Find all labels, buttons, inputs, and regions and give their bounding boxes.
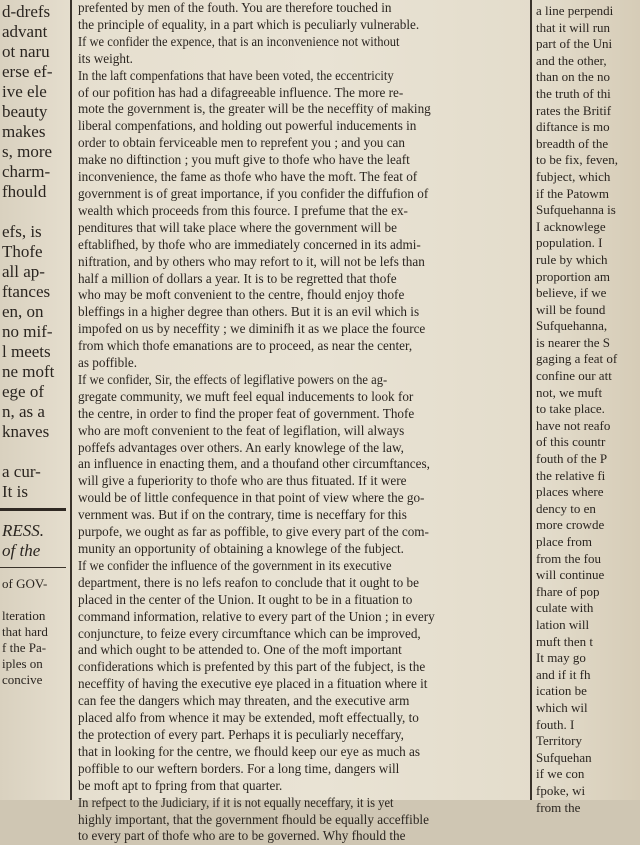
- text-line: highly important, that the government fhould be equally acceffible: [78, 811, 429, 827]
- text-line: [0, 442, 66, 462]
- text-line: lation will: [536, 616, 590, 632]
- text-line: fhould: [2, 182, 47, 201]
- text-line: It may go: [536, 650, 586, 666]
- text-line: niftration, and by others who may refort to it, will not be lefs than: [78, 253, 425, 269]
- text-line: beauty: [2, 102, 48, 121]
- text-line: to take place.: [536, 401, 605, 417]
- text-line: diftance is mo: [536, 119, 610, 135]
- left-column-top-text: [0, 0, 66, 502]
- text-line: will be found: [536, 301, 606, 317]
- text-line: rule by which: [536, 251, 608, 267]
- text-line: inconvenience, the fame as thofe who have the moft. The feat of: [78, 169, 418, 185]
- text-line: that it will run: [536, 19, 611, 35]
- text-line: ege of: [2, 382, 45, 401]
- text-line: placed in the center of the Union. It ought to be in a fituation to: [78, 591, 413, 607]
- text-line: iples on: [2, 656, 43, 671]
- text-line: that hard: [2, 624, 48, 639]
- main-article-column: [78, 0, 530, 845]
- text-line: neceffity of having the executive eye placed in a fituation where it: [78, 676, 428, 692]
- text-line: of our pofition has had a difagreeable influence. The more re-: [78, 84, 404, 100]
- text-line: population. I: [536, 235, 603, 251]
- text-line: gaging a feat of: [536, 351, 618, 367]
- text-line: more crowde: [536, 517, 605, 533]
- text-line: breadth of the: [536, 135, 609, 151]
- text-line: the protection of every part. Perhaps it is peculiarly neceffary,: [78, 726, 404, 742]
- text-line: erse ef-: [2, 62, 53, 81]
- text-line: from the: [536, 799, 581, 815]
- text-line: wealth which proceeds from this fource. I prefume that the ex-: [78, 202, 408, 218]
- text-line: from which thofe emanations are to proceed, as near the center,: [78, 338, 413, 354]
- text-line: dency to en: [536, 500, 596, 516]
- text-line: placed alfo from whence it may be extended, moft effectually, to: [78, 710, 419, 726]
- text-line: places where: [536, 484, 604, 500]
- text-line: believe, if we: [536, 285, 607, 301]
- text-line: vernment was. But if on the contrary, time is neceffary for this: [78, 507, 407, 523]
- text-line: knaves: [2, 422, 50, 441]
- text-line: that in looking for the centre, we fhould keep our eye as much as: [78, 743, 421, 759]
- text-line: will continue: [536, 567, 605, 583]
- text-line: fpoke, wi: [536, 782, 586, 798]
- text-line: of GOV-: [2, 576, 48, 591]
- text-line: be moft apt to fpring from that quarter.: [78, 777, 283, 793]
- paragraph-first-line: If we confider, Sir, the effects of legiflative powers on the ag-: [78, 371, 388, 387]
- text-line: ication be: [536, 683, 587, 699]
- text-line: half a million of dollars a year. It is to be regretted that thofe: [78, 270, 397, 286]
- text-line: conjuncture, to feize every circumftance which can be improved,: [78, 625, 421, 641]
- text-line: n, as a: [2, 402, 45, 421]
- text-line: order to obtain ferviceable men to reprefent you ; and you can: [78, 135, 405, 151]
- text-line: not, we muft: [536, 384, 603, 400]
- text-line: RESS.: [2, 521, 45, 540]
- text-line: the relative fi: [536, 467, 606, 483]
- text-line: and which ought to be attended to. One of the moft important: [78, 642, 402, 658]
- paragraph-first-line: In the laft compenfations that have been voted, the eccentricity: [78, 67, 394, 83]
- article-body: [78, 0, 530, 845]
- text-line: rates the Britif: [536, 102, 612, 118]
- text-line: the centre, in order to find the proper feat of government. Thofe: [78, 405, 415, 421]
- text-line: to be fix, feven,: [536, 152, 618, 168]
- column-rule: [70, 0, 72, 800]
- text-line: fouth of the P: [536, 451, 608, 467]
- text-line: will give a fuperiority to thofe who are thus fituated. If it were: [78, 473, 407, 489]
- paragraph-first-line: If we confider the influence of the government in its executive: [78, 557, 392, 573]
- text-line: eftablifhed, by thofe who are immediately concerned in its admi-: [78, 236, 421, 252]
- text-line: who are moft convenient to the feat of legiflation, will always: [78, 422, 405, 438]
- text-line: ive ele: [2, 82, 47, 101]
- text-line: as poffible.: [78, 355, 138, 371]
- text-line: make no diftinction ; you muft give to thofe who have the leaft: [78, 152, 410, 168]
- text-line: Sufquehan: [536, 749, 592, 765]
- left-column-lower-text: [0, 576, 66, 688]
- text-line: penditures that will take place where the government will be: [78, 219, 397, 235]
- text-line: the principle of equality, in a part which is peculiarly vulnerable.: [78, 16, 420, 32]
- text-line: bleffings in a higher degree than others. But it is an evil which is: [78, 304, 420, 320]
- right-column-text: [532, 0, 640, 816]
- text-line: confiderations which is prefented by this part of the fubject, is the: [78, 659, 426, 675]
- text-line: department, there is no lefs reafon to conclude that it ought to be: [78, 574, 419, 590]
- text-line: an influence in enacting them, and a thoufand other circumftances,: [78, 456, 430, 472]
- text-line: Thofe: [2, 242, 43, 261]
- text-line: advant: [2, 22, 48, 41]
- text-line: no mif-: [2, 322, 53, 341]
- text-line: purpofe, we ought as far as poffible, to give every part of the com-: [78, 524, 429, 540]
- text-line: fouth. I: [536, 716, 575, 732]
- text-line: of the: [2, 541, 41, 560]
- right-column: [532, 0, 640, 816]
- text-line: charm-: [2, 162, 51, 181]
- text-line: fubject, which: [536, 168, 611, 184]
- text-line: It is: [2, 482, 28, 501]
- text-line: muft then t: [536, 633, 594, 649]
- text-line: gregate community, we muft feel equal inducements to look for: [78, 388, 414, 404]
- text-line: to every part of thofe who are to be governed. Why fhould the: [78, 828, 406, 844]
- text-line: can fee the dangers which may threaten, and the executive arm: [78, 693, 410, 709]
- paragraph-first-line: In refpect to the Judiciary, if it is not equally neceffary, it is yet: [78, 794, 394, 810]
- text-line: impofed on us by neceffity ; we diminifh it as we place the fource: [78, 321, 426, 337]
- text-line: confine our att: [536, 368, 612, 384]
- section-divider: [0, 567, 66, 568]
- text-line: [0, 202, 66, 222]
- text-line: culate with: [536, 600, 594, 616]
- text-line: ot naru: [2, 42, 50, 61]
- text-line: government is of great importance, if you confider the diffufion of: [78, 185, 429, 201]
- text-line: I acknowlege: [536, 218, 606, 234]
- text-line: and if it fh: [536, 666, 591, 682]
- text-line: mote the government is, the greater will be the neceffity of making: [78, 101, 431, 117]
- section-divider: [0, 508, 66, 511]
- text-line: proportion am: [536, 268, 611, 284]
- text-line: a cur-: [2, 462, 41, 481]
- text-line: efs, is: [2, 222, 42, 241]
- text-line: [0, 592, 66, 608]
- text-line: en, on: [2, 302, 44, 321]
- text-line: would be of little confequence in that point of view where the go-: [78, 490, 425, 506]
- left-column: [0, 0, 66, 688]
- text-line: Territory: [536, 733, 583, 749]
- text-line: and the other,: [536, 52, 607, 68]
- text-line: part of the Uni: [536, 36, 613, 52]
- text-line: concive: [2, 672, 43, 687]
- text-line: Sufquehanna is: [536, 202, 616, 218]
- text-line: makes: [2, 122, 46, 141]
- text-line: ne moft: [2, 362, 55, 381]
- text-line: who may be moft convenient to the centre, fhould enjoy thofe: [78, 287, 405, 303]
- text-line: Sufquehanna,: [536, 318, 608, 334]
- text-line: of this countr: [536, 434, 606, 450]
- text-line: ftances: [2, 282, 51, 301]
- text-line: command information, relative to every part of the Union ; in every: [78, 608, 435, 624]
- text-line: the truth of thi: [536, 85, 611, 101]
- text-line: all ap-: [2, 262, 45, 281]
- text-line: liberal compenfations, and holding out powerful inducements in: [78, 118, 417, 134]
- text-line: munity an opportunity of obtaining a knowlege of the fubject.: [78, 541, 404, 556]
- text-line: than on the no: [536, 69, 611, 85]
- text-line: its weight.: [78, 50, 133, 66]
- text-line: from the fou: [536, 550, 601, 566]
- text-line: f the Pa-: [2, 640, 47, 655]
- text-line: if we con: [536, 766, 585, 782]
- text-line: lteration: [2, 608, 46, 623]
- text-line: have not reafo: [536, 417, 611, 433]
- text-line: fhare of pop: [536, 583, 600, 599]
- text-line: poffefs advantages over others. An early knowlege of the law,: [78, 439, 404, 455]
- text-line: which wil: [536, 699, 588, 715]
- left-column-heading: [0, 521, 66, 561]
- text-line: place from: [536, 534, 592, 549]
- paragraph-first-line: If we confider the expence, that is an inconvenience not without: [78, 33, 400, 49]
- text-line: poffible to our weftern borders. For a long time, dangers will: [78, 760, 400, 776]
- text-line: if the Patowm: [536, 185, 609, 201]
- text-line: s, more: [2, 142, 53, 161]
- text-line: a line perpendi: [536, 3, 614, 18]
- text-line: l meets: [2, 342, 51, 361]
- text-line: prefented by men of the fouth. You are therefore touched in: [78, 0, 392, 15]
- text-line: is nearer the S: [536, 334, 611, 350]
- text-line: d-drefs: [2, 2, 51, 21]
